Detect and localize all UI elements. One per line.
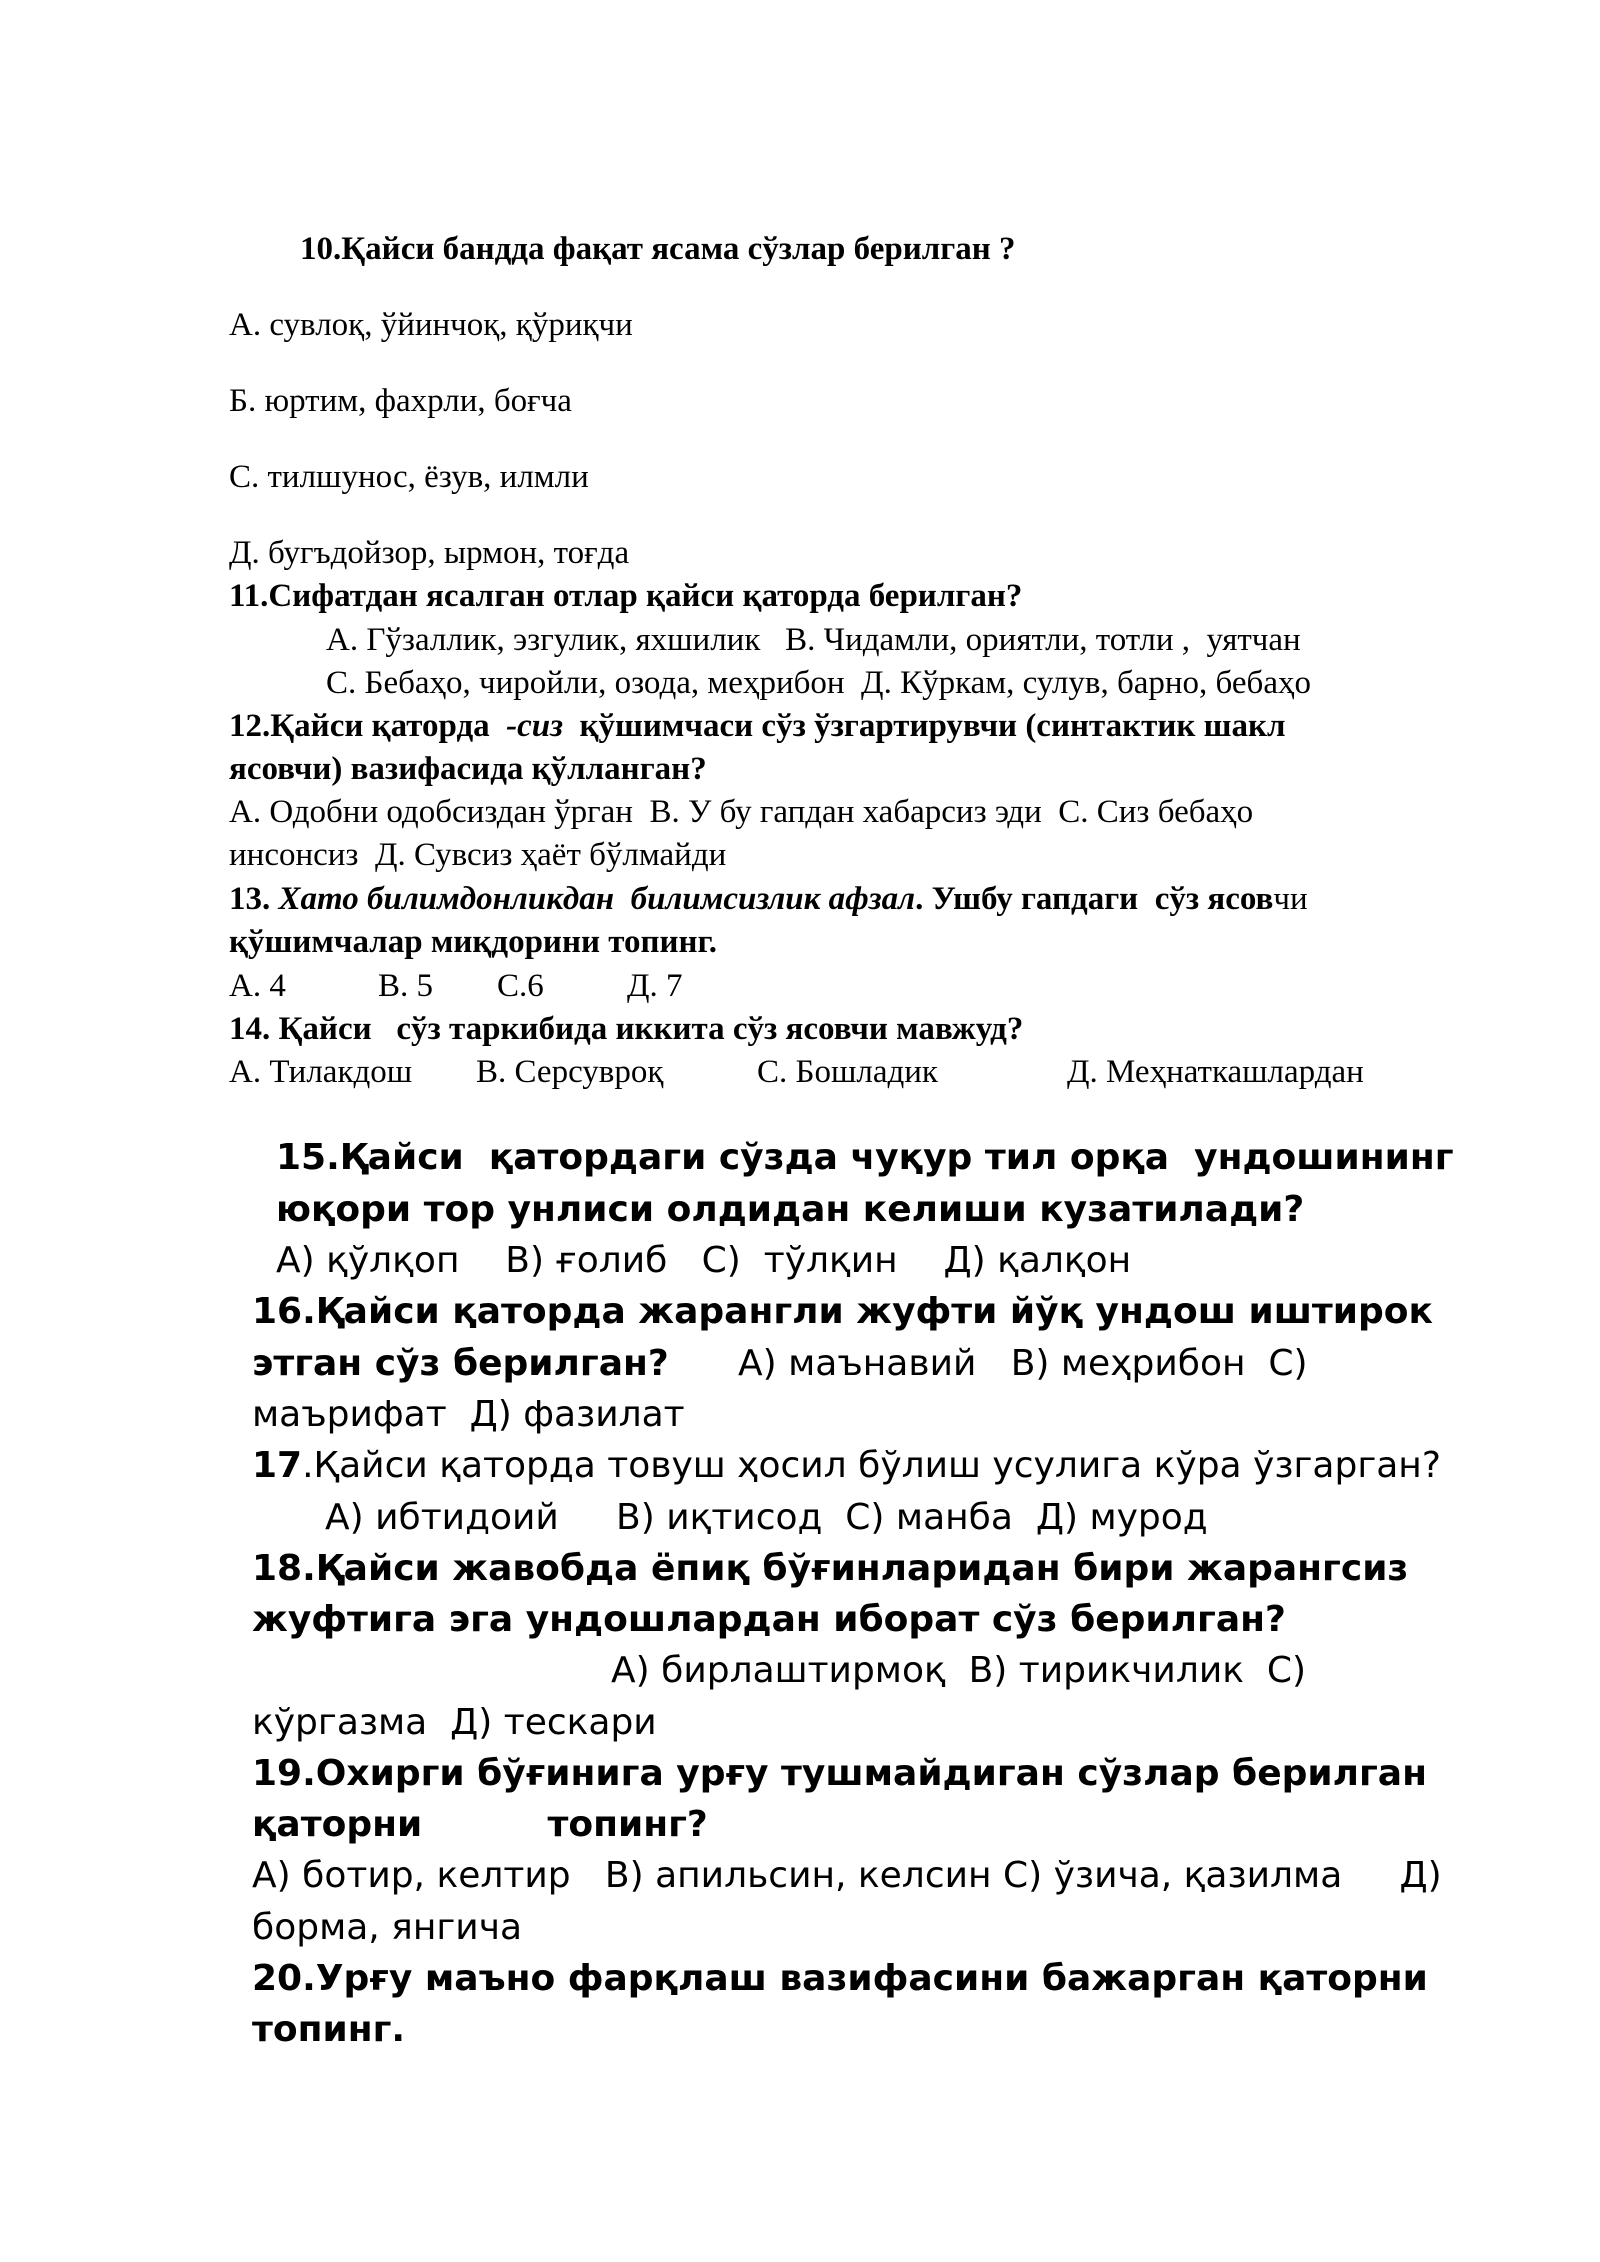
q12-title-line-1 — [229, 710, 1286, 743]
q14-option-a: А. Тилакдош — [229, 1054, 413, 1090]
q10-option-d: Д. бугъдойзор, ырмон, тоғда — [229, 535, 630, 571]
q14-option-d: Д. Меҳнаткашлардан — [1067, 1054, 1364, 1090]
q16-title-line-2: этган сўз берилган? — [252, 1343, 669, 1384]
q11-options-line-1: А. Гўзаллик, эзгулик, яхшилик В. Чидамли, ориятли, тотли , уятчан — [326, 622, 1301, 658]
q18-answers-line-1: А) бирлаштирмоқ В) тирикчилик С) — [611, 1650, 1307, 1691]
q10-option-a: А. сувлоқ, ўйинчоқ, қўриқчи — [229, 307, 633, 343]
q13-title-tail: чи — [1273, 881, 1308, 917]
q18-answers-line-2: кўргазма Д) тескари — [252, 1702, 657, 1743]
q16-title-line-1: 16.Қайси қаторда жарангли жуфти йўқ ундош иштирок — [252, 1291, 1433, 1332]
q13-quote: Хато билимдонликдан билимсизлик афзал — [278, 881, 916, 917]
q15-title-line-1: 15.Қайси қатордаги сўзда чуқур тил орқа ундошининг — [276, 1137, 1454, 1178]
q10-option-b: Б. юртим, фахрли, боғча — [229, 383, 572, 419]
q11-title: 11.Сифатдан ясалган отлар қайси қаторда берилган? — [229, 578, 1023, 614]
q13-title-line-1 — [229, 883, 1308, 916]
q19-answers-line-1: А) ботир, келтир В) апильсин, келсин С) ўзича, қазилма Д) — [252, 1855, 1442, 1896]
q13-option-d: Д. 7 — [627, 968, 683, 1004]
q13-option-a: А. 4 — [229, 968, 286, 1004]
q16-answers-inline: А) маънавий В) меҳрибон С) — [738, 1343, 1308, 1384]
q17-number: 17 — [252, 1445, 303, 1486]
q15-answers: А) қўлқоп В) ғолиб С) тўлқин Д) қалқон — [276, 1240, 1132, 1281]
q10-title: 10.Қайси бандда фақат ясама сўзлар берилган ? — [300, 231, 1016, 267]
q17-title-text: .Қайси қаторда товуш ҳосил бўлиш усулига кўра ўзгарган? — [302, 1445, 1441, 1486]
q11-options-line-2: С. Бебаҳо, чиройли, озода, меҳрибон Д. Кўркам, сулув, барно, бебаҳо — [326, 665, 1311, 701]
q12-suffix: -сиз — [506, 708, 564, 744]
q15-title-line-2: юқори тор унлиси олдидан келиши кузатилади? — [276, 1189, 1305, 1230]
q17-answers: А) ибтидоий В) иқтисод С) манба Д) мурод — [325, 1497, 1208, 1538]
q19-answers-line-2: борма, янгича — [252, 1907, 523, 1948]
q13-number: 13. — [229, 881, 279, 917]
q12-title-post: қўшимчаси сўз ўзгартирувчи (синтактик шакл — [563, 708, 1286, 744]
q20-title-line-2: топинг. — [252, 2009, 406, 2050]
q19-title-line-2: қаторни топинг? — [252, 1804, 708, 1845]
q13-option-c: С.6 — [497, 968, 544, 1004]
q12-title-pre: 12.Қайси қаторда — [229, 708, 507, 744]
q12-answers-line-1: А. Одобни одобсиздан ўрган В. У бу гапдан хабарсиз эди С. Сиз бебаҳо — [229, 794, 1254, 830]
q13-title-line-2: қўшимчалар миқдорини топинг. — [229, 924, 718, 960]
q19-title-line-1: 19.Охирги бўғинига урғу тушмайдиган сўзлар берилган — [252, 1753, 1427, 1794]
q13-option-b: В. 5 — [378, 968, 434, 1004]
q13-title-text: . Ушбу гапдаги сўз ясов — [915, 881, 1274, 917]
q14-option-c: С. Бошладик — [757, 1054, 938, 1090]
q12-answers-line-2: инсонсиз Д. Сувсиз ҳаёт бўлмайди — [229, 837, 727, 873]
q18-title-line-1: 18.Қайси жавобда ёпиқ бўғинларидан бири жарангсиз — [252, 1548, 1409, 1589]
q12-title-line-2: ясовчи) вазифасида қўлланган? — [229, 751, 707, 787]
q16-answers-line-2: маърифат Д) фазилат — [252, 1394, 685, 1435]
q10-option-c: С. тилшунос, ёзув, илмли — [229, 459, 589, 495]
q20-title-line-1: 20.Урғу маъно фарқлаш вазифасини бажарган қаторни — [252, 1958, 1428, 1999]
q17-title — [252, 1445, 1441, 1486]
q16-title-line-2-row — [252, 1343, 669, 1384]
q18-title-line-2: жуфтига эга ундошлардан иборат сўз берилган? — [252, 1599, 1286, 1640]
q14-title: 14. Қайси сўз таркибида иккита сўз ясовчи мавжуд? — [229, 1011, 1024, 1047]
q14-option-b: В. Серсувроқ — [476, 1054, 664, 1090]
